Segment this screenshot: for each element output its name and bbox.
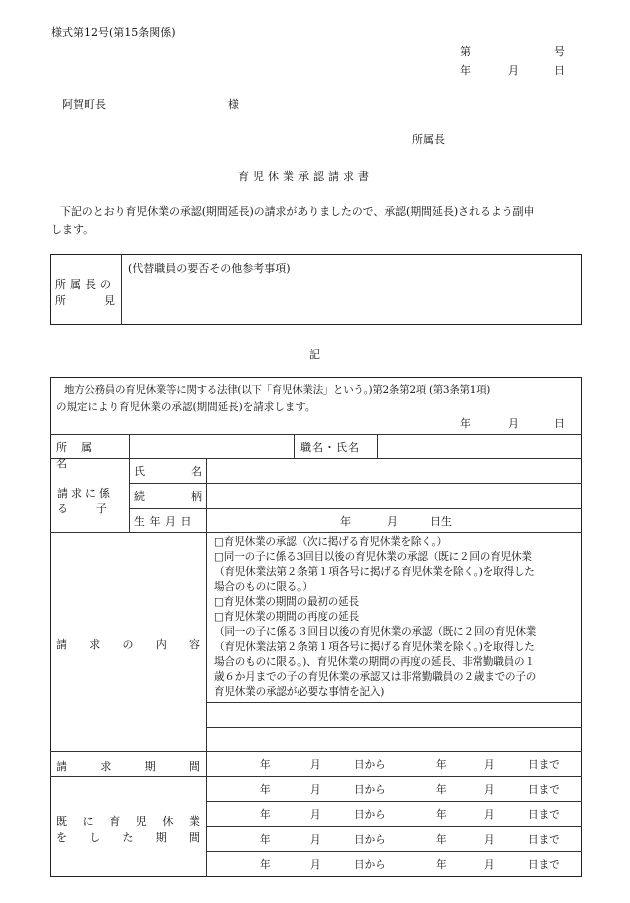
- document-title: 育児休業承認請求書: [238, 170, 373, 183]
- ki-heading: 記: [309, 348, 320, 361]
- opinion-note: (代替職員の要否その他参考事項): [128, 262, 291, 275]
- child-name-label: 氏名: [134, 465, 248, 478]
- child-birth-year: 年: [340, 515, 351, 528]
- previous-label-2: を し た 期 間: [56, 831, 200, 844]
- request-date-month: 月: [508, 417, 519, 430]
- child-name-field[interactable]: [208, 460, 578, 481]
- opinion-label-1: 所属長の: [55, 278, 115, 291]
- affiliation-field[interactable]: [131, 436, 291, 456]
- child-birth-suffix: 日生: [430, 515, 452, 528]
- option-text-line: （育児休業法第２条第１項各号に掲げる育児休業を除く。)を取得した: [214, 641, 535, 653]
- option-text-line: （育児休業法第２条第１項各号に掲げる育児休業を除く。)を取得した: [214, 566, 535, 578]
- form-id: 様式第12号(第15条関係): [51, 26, 176, 39]
- sender: 所属長: [412, 133, 445, 146]
- option-text-line: 歳６か月までの子の育児休業の承認又は非常勤職員の２歳までの子の: [214, 671, 537, 683]
- request-date-day: 日: [554, 417, 565, 430]
- option-text-line: 場合のものに限る。）: [214, 581, 313, 593]
- option-approval[interactable]: □育児休業の承認（次に掲げる育児休業を除く。）: [214, 536, 447, 548]
- option-text-line: 育児休業の承認が必要な事情を記入): [214, 686, 385, 698]
- doc-date-year: 年: [460, 64, 471, 77]
- reason-field-1[interactable]: [208, 704, 578, 725]
- recipient: 阿賀町長: [62, 98, 106, 111]
- child-birthdate-label: 生年月日: [134, 515, 196, 528]
- option-third-approval[interactable]: □同一の子に係る3回目以後の育児休業の承認（既に２回の育児休業: [214, 551, 532, 563]
- position-name-label: 職名・氏名: [300, 441, 360, 454]
- affiliation-label: 所属名: [56, 441, 106, 470]
- option-second-extension[interactable]: □育児休業の期間の再度の延長: [214, 611, 359, 623]
- reason-field-2[interactable]: [208, 729, 578, 749]
- request-date-year: 年: [460, 417, 471, 430]
- doc-number-go: 号: [554, 45, 565, 58]
- child-label-2: る 子: [57, 502, 107, 515]
- content-label: 請 求 の 内 容: [56, 638, 200, 651]
- option-text-line: （同一の子に係る３回目以後の育児休業の承認（既に２回の育児休業: [214, 626, 537, 638]
- doc-date-day: 日: [554, 64, 565, 77]
- previous-period-row[interactable]: 年 月 日から 年 月 日まで: [260, 809, 560, 821]
- period-label: 請 求 期 間: [56, 760, 200, 773]
- intro-line-1: 下記のとおり育児休業の承認(期間延長)の請求がありましたので、承認(期間延長)されるよう副申: [60, 205, 535, 218]
- opinion-label-2: 所 見: [55, 294, 115, 307]
- request-statement-2: の規定により育児休業の承認(期間延長)を請求します。: [56, 401, 316, 413]
- option-text-line: 場合のものに限る。)、育児休業の期間の再度の延長、非常勤職員の１: [214, 656, 535, 668]
- child-label-1: 請求に係: [57, 487, 113, 500]
- doc-number-dai: 第: [460, 45, 471, 58]
- previous-period-row[interactable]: 年 月 日から 年 月 日まで: [260, 859, 560, 871]
- doc-date-month: 月: [508, 64, 519, 77]
- intro-line-2: します。: [51, 223, 95, 236]
- option-first-extension[interactable]: □育児休業の期間の最初の延長: [214, 596, 359, 608]
- position-name-field[interactable]: [379, 436, 579, 456]
- child-birth-month: 月: [387, 515, 398, 528]
- previous-label-1: 既 に 育 児 休 業: [56, 815, 200, 828]
- previous-period-row[interactable]: 年 月 日から 年 月 日まで: [260, 784, 560, 796]
- request-period-row[interactable]: 年 月 日から 年 月 日まで: [260, 759, 560, 771]
- child-relation-field[interactable]: [208, 485, 578, 506]
- child-relation-label: 続柄: [134, 490, 248, 503]
- recipient-sama: 様: [228, 98, 239, 111]
- previous-period-row[interactable]: 年 月 日から 年 月 日まで: [260, 834, 560, 846]
- request-statement-1: 地方公務員の育児休業等に関する法律(以下「育児休業法」という。)第2条第2項 (第3条第1項): [64, 384, 491, 396]
